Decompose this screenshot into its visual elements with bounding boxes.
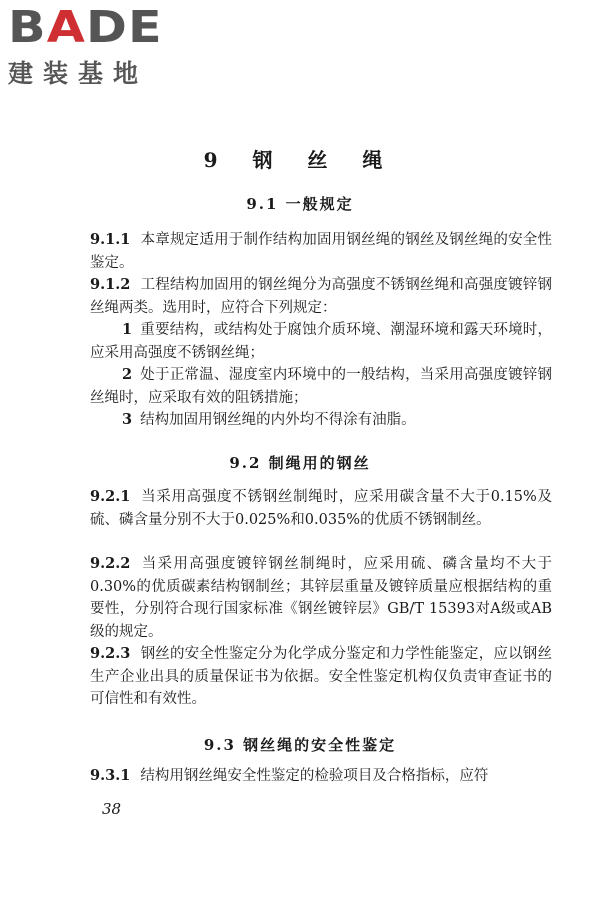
list-item: 3 结构加固用钢丝绳的内外均不得涂有油脂。	[122, 411, 416, 428]
clause-text: 钢丝的安全性鉴定分为化学成分鉴定和力学性能鉴定，应以钢丝生产企业出具的质量保证书为依据。安全性鉴定机构仅负责审查证书的可信性和有效性。	[90, 646, 552, 707]
section-title-9-1: 9.1 一般规定	[246, 195, 354, 213]
section-title-9-2: 9.2 制绳用的钢丝	[229, 454, 371, 472]
clause-9-1-2	[90, 274, 552, 432]
bade-logo	[8, 2, 163, 90]
clause-text: 结构用钢丝绳安全性鉴定的检验项目及合格指标，应符	[140, 768, 489, 784]
logo-wordmark: BADE	[8, 2, 163, 53]
list-item: 1 重要结构，或结构处于腐蚀介质环境、潮湿环境和露天环境时，应采用高强度不锈钢丝绳；	[90, 321, 552, 361]
section-title-9-3: 9.3 钢丝绳的安全性鉴定	[203, 736, 397, 754]
clause-number: 9.1.2	[90, 276, 131, 293]
clause-9-2-1	[90, 486, 552, 531]
clause-number: 9.2.1	[90, 488, 131, 505]
clause-text: 当采用高强度不锈钢丝制绳时，应采用碳含量不大于0.15%及硫、磷含量分别不大于0.025%和0.035%的优质不锈钢制丝。	[90, 489, 552, 528]
page-number: 38	[102, 800, 122, 818]
clause-text: 本章规定适用于制作结构加固用钢丝绳的钢丝及钢丝绳的安全性鉴定。	[90, 232, 552, 271]
logo-subtitle: 建装基地	[8, 59, 149, 88]
clause-text: 工程结构加固用的钢丝绳分为高强度不锈钢丝绳和高强度镀锌钢丝绳两类。选用时，应符合下列规定：	[90, 277, 552, 316]
list-item: 2 处于正常温、湿度室内环境中的一般结构，当采用高强度镀锌钢丝绳时，应采取有效的阻锈措施；	[90, 366, 552, 406]
clause-number: 9.3.1	[90, 767, 131, 784]
clause-text: 当采用高强度镀锌钢丝制绳时，应采用硫、磷含量均不大于0.30%的优质碳素结构钢制丝；其锌层重量及镀锌质量应根据结构的重要性，分别符合现行国家标准《钢丝镀锌层》GB/T 15393对A级或AB级的规定。	[90, 556, 552, 640]
clause-9-2-2	[90, 553, 552, 643]
clause-number: 9.2.3	[90, 645, 131, 662]
clause-number: 9.1.1	[90, 231, 131, 248]
clause-9-2-3	[90, 643, 552, 711]
clause-number: 9.2.2	[90, 555, 131, 572]
chapter-title: 9 钢 丝 绳	[203, 148, 397, 172]
clause-9-1-1	[90, 229, 552, 274]
clause-9-3-1	[90, 765, 552, 788]
